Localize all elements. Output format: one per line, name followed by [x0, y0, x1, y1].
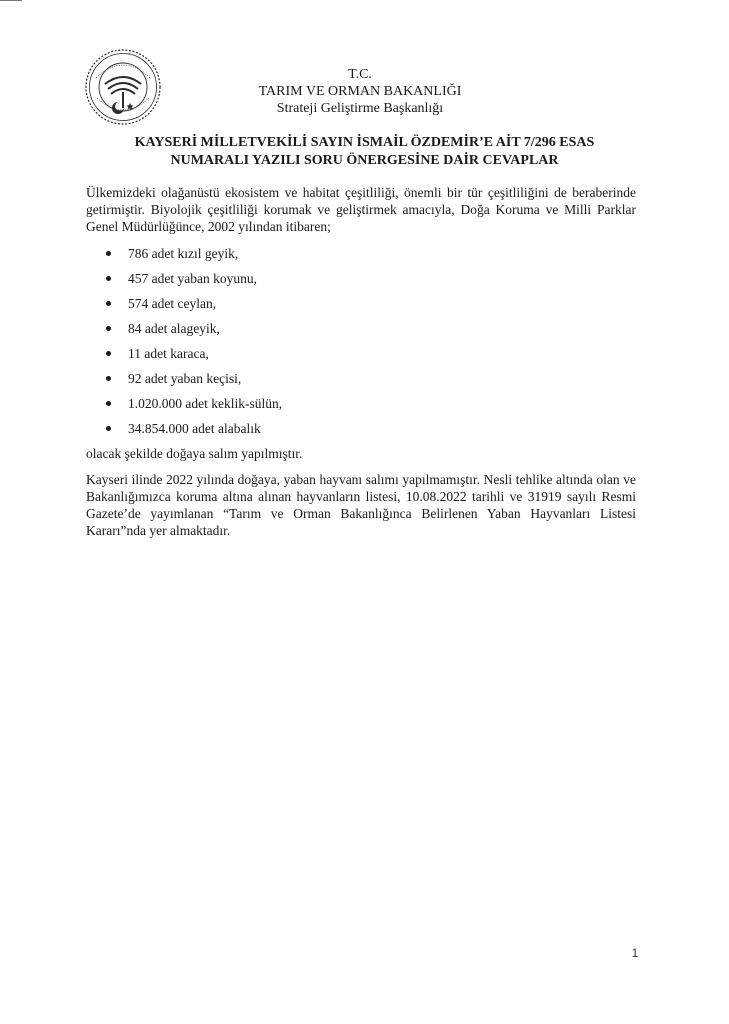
document-title-line-2: NUMARALI YAZILI SORU ÖNERGESİNE DAİR CEVAPLAR	[170, 153, 559, 168]
letterhead	[180, 66, 540, 117]
list-item: 457 adet yaban koyunu,	[86, 266, 636, 291]
list-item: 84 adet alageyik,	[86, 316, 636, 341]
scan-edge-mark	[0, 0, 22, 1]
header-ministry: TARIM VE ORMAN BAKANLIĞI	[258, 84, 462, 99]
document-title	[80, 134, 649, 170]
header-country: T.C.	[348, 67, 372, 82]
header-department: Strateji Geliştirme Başkanlığı	[276, 101, 444, 116]
intro-paragraph: Ülkemizdeki olağanüstü ekosistem ve habitat çeşitliliği, önemli bir tür çeşitliliğini de beraberinde getirmiştir. Biyolojik çeşitliliği korumak ve geliştirmek amacıyla, Doğa Koruma ve Milli Parklar Genel Müdürlüğünce, 2002 yılından itibaren;	[86, 185, 636, 234]
document-body	[86, 184, 636, 539]
list-item: 34.854.000 adet alabalık	[86, 416, 636, 441]
list-item: 92 adet yaban keçisi,	[86, 366, 636, 391]
ministry-seal-icon	[84, 48, 162, 126]
document-title-line-1: KAYSERİ MİLLETVEKİLİ SAYIN İSMAİL ÖZDEMİR’E AİT 7/296 ESAS	[134, 135, 595, 150]
ministry-seal-graphic	[84, 48, 162, 126]
page-number: 1	[631, 946, 639, 960]
list-item: 574 adet ceylan,	[86, 291, 636, 316]
paragraph-gap	[86, 462, 636, 471]
after-list-sentence: olacak şekilde doğaya salım yapılmıştır.	[86, 446, 303, 461]
release-list	[86, 241, 636, 441]
list-item: 786 adet kızıl geyik,	[86, 241, 636, 266]
closing-paragraph: Kayseri ilinde 2022 yılında doğaya, yaban hayvanı salımı yapılmamıştır. Nesli tehlike altında olan ve Bakanlığımızca koruma altına alınan hayvanların listesi, 10.08.2022 tarihli ve 31919 sayılı Resmi Gazete’de yayımlanan “Tarım ve Orman Bakanlığınca Belirlenen Yaban Hayvanları Listesi Kararı”nda yer almaktadır.	[86, 472, 636, 538]
list-item: 1.020.000 adet keklik-sülün,	[86, 391, 636, 416]
list-item: 11 adet karaca,	[86, 341, 636, 366]
